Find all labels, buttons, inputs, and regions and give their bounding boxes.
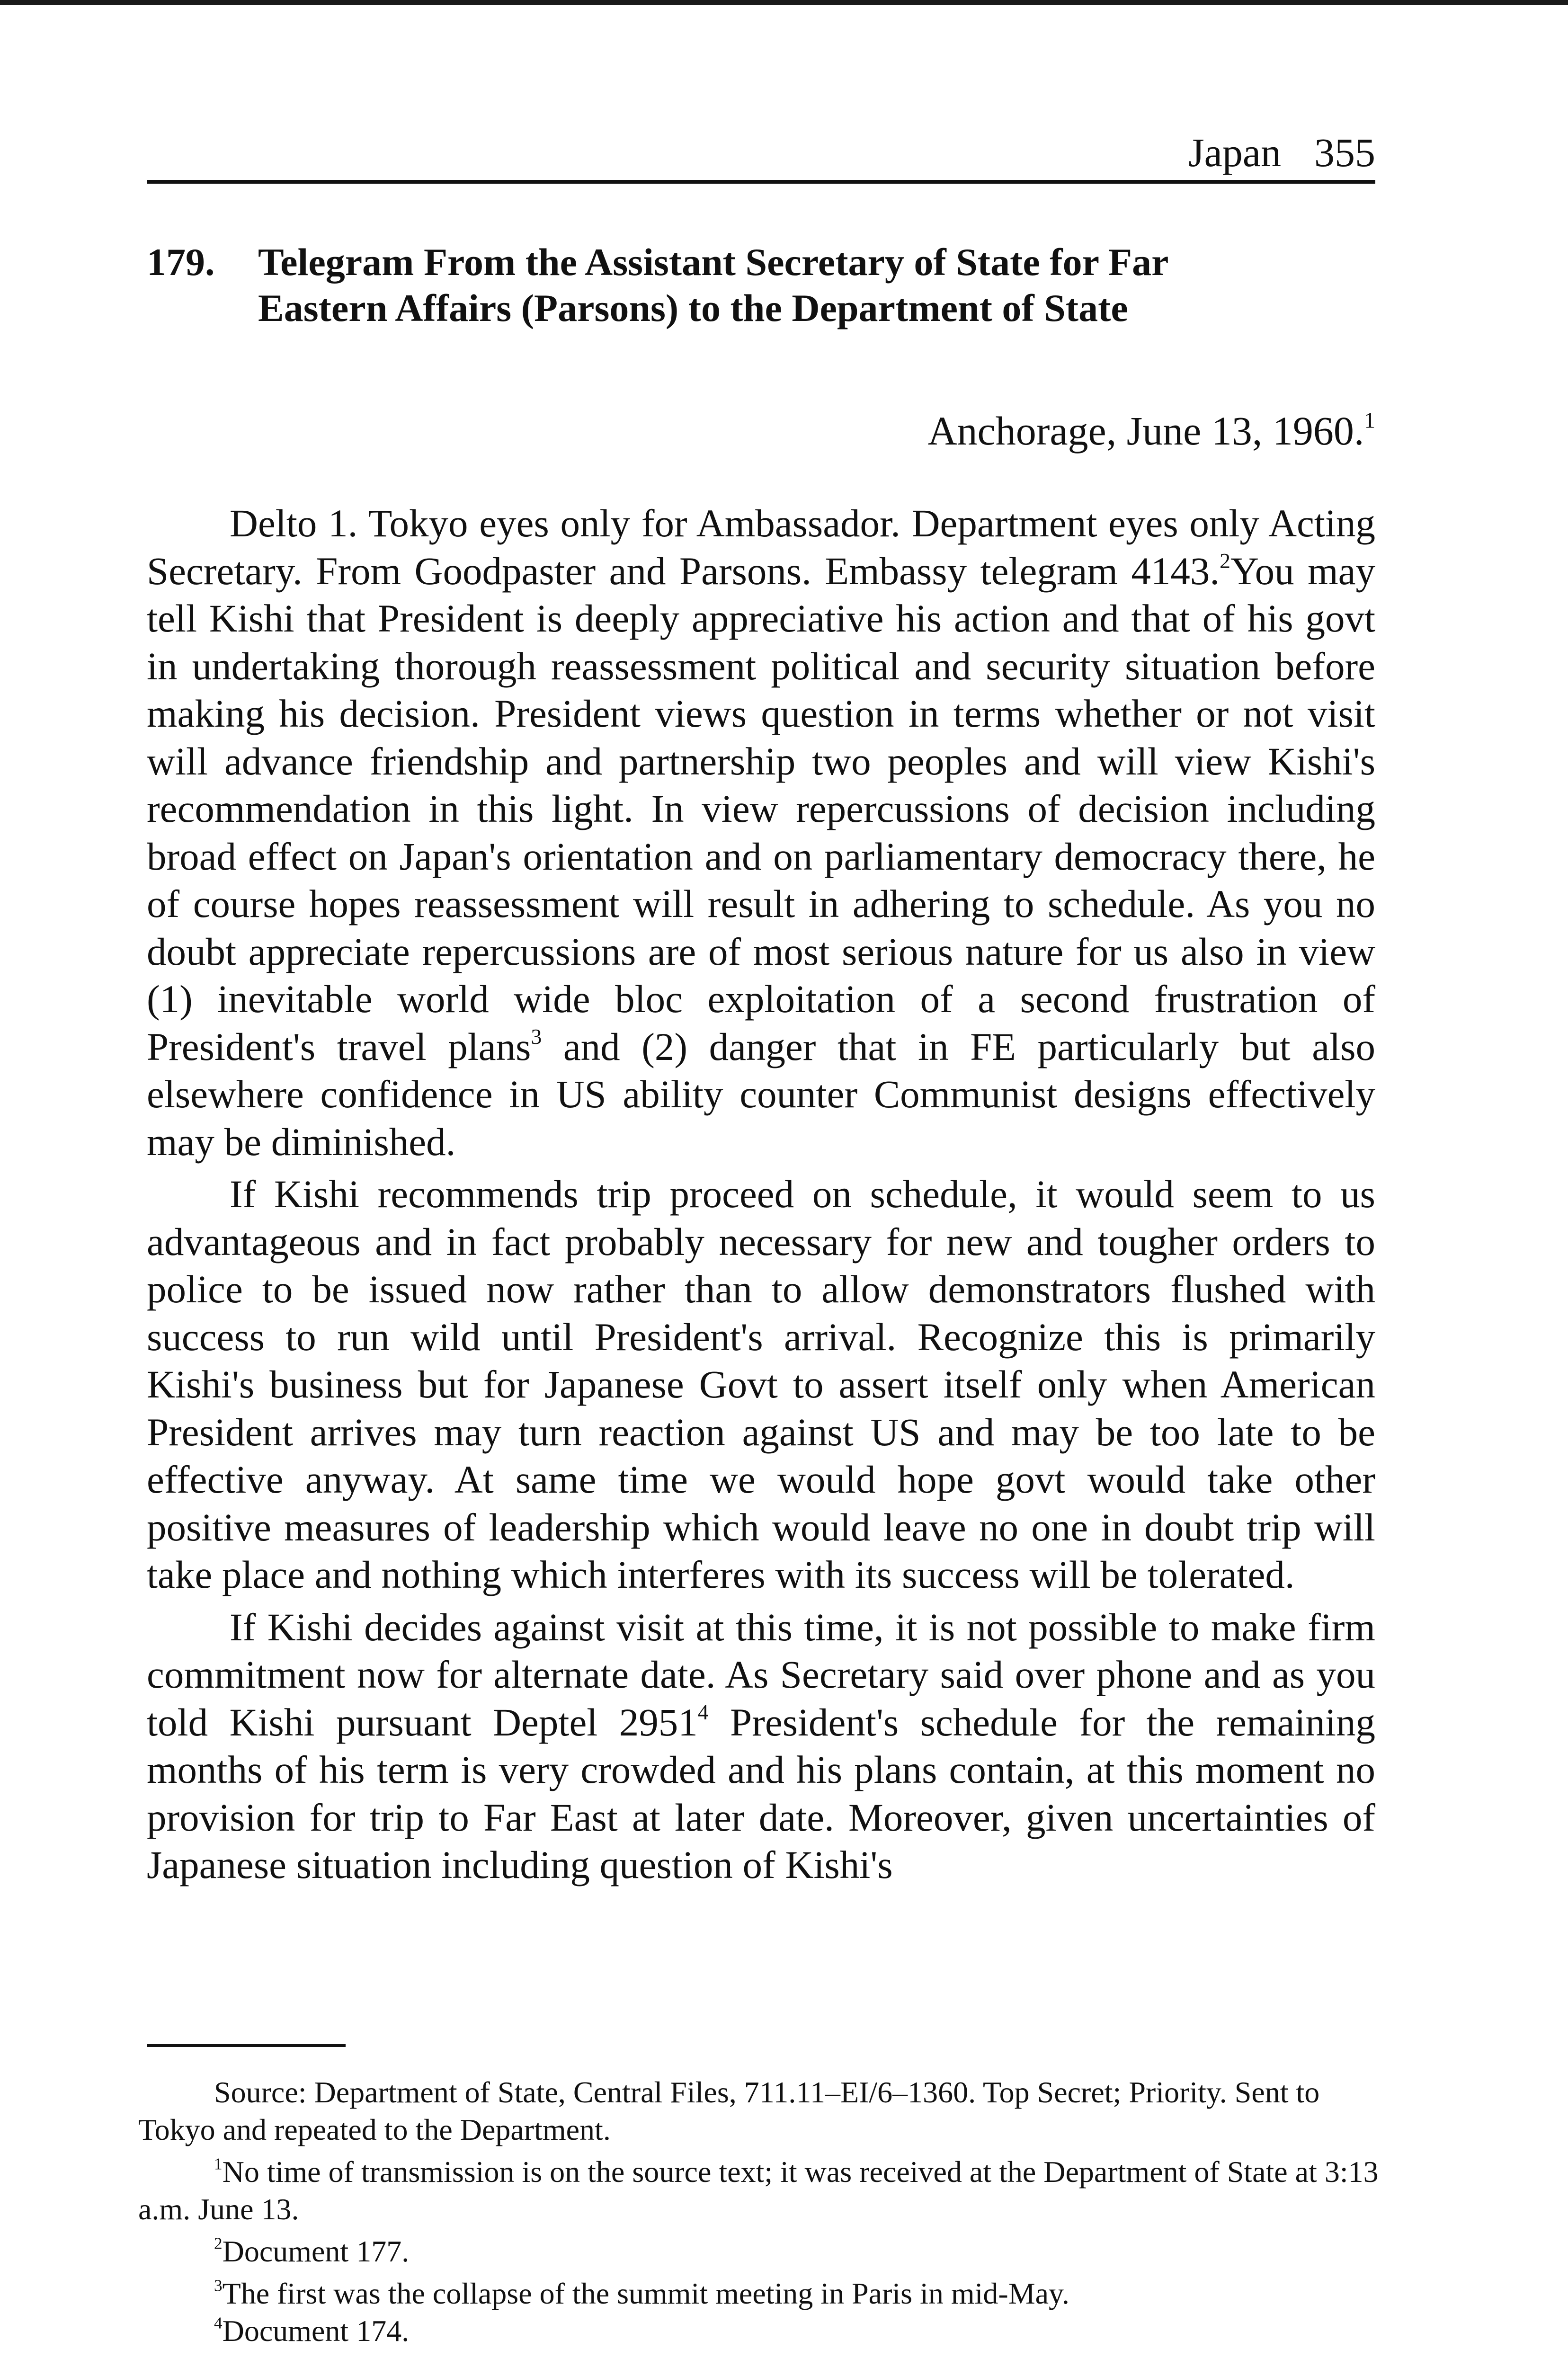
header-rule — [147, 180, 1375, 184]
page-number: 355 — [1314, 130, 1375, 175]
running-head — [147, 124, 1375, 181]
footnote-3-mark: 3 — [214, 2276, 223, 2295]
running-head-section: Japan — [1188, 130, 1281, 175]
paragraph-3-text-b: President's schedule for the remaining months of his term is very crowded and his plans contain, at this moment no provision for trip to Far East at later date. Moreover, given uncertainties of Japanese situation including question of Kishi's — [147, 1700, 1375, 1886]
telegram-body — [147, 499, 1375, 1894]
page-top-edge — [0, 0, 1568, 5]
paragraph-1-text-b: You may tell Kishi that President is deeply appreciative his action and that of his govt in undertaking thorough reassessment political and security situation before making his decision. President views question in terms whether or not visit will advance friendship and partnership two peoples and will view Kishi's recommendation in this light. In view repercussions of decision including broad effect on Japan's orientation and on parliamentary democracy there, he of course hopes reassessment will result in adhering to schedule. As you no doubt appreciate repercussions are of most serious nature for us also in view (1) inevitable world wide bloc exploitation of a second frustration of President's travel plans — [147, 549, 1375, 1068]
footnote-1 — [138, 2153, 1381, 2228]
footnote-ref-2[interactable]: 2 — [1220, 548, 1230, 573]
paragraph-3-text-a: If Kishi decides against visit at this time, it is not possible to make firm commitment now for alternate date. As Secretary said over phone and as you told Kishi pursuant Deptel 2951 — [147, 1605, 1375, 1744]
footnote-1-mark: 1 — [214, 2154, 223, 2173]
footnotes — [138, 2073, 1381, 2354]
footnote-ref-1[interactable]: 1 — [1364, 408, 1375, 433]
document-number: 179. — [147, 240, 215, 284]
footnote-ref-3[interactable]: 3 — [531, 1024, 542, 1049]
footnote-4 — [138, 2312, 1381, 2349]
footnote-4-text: Document 174. — [222, 2314, 410, 2348]
footnote-rule — [147, 2044, 346, 2047]
footnote-1-text: No time of transmission is on the source text; it was received at the Department of State at 3:13 a.m. June 13. — [138, 2155, 1379, 2226]
footnote-2 — [138, 2233, 1381, 2270]
footnote-3 — [138, 2275, 1381, 2312]
document-title — [147, 239, 1359, 331]
dateline-text: Anchorage, June 13, 1960. — [927, 408, 1364, 454]
document-title-line-1: Telegram From the Assistant Secretary of State for Far — [258, 240, 1169, 284]
source-note: Source: Department of State, Central Files, 711.11–EI/6–1360. Top Secret; Priority. Sent to Tokyo and repeated to the Department. — [138, 2075, 1320, 2146]
footnote-2-mark: 2 — [214, 2234, 223, 2253]
footnote-ref-4[interactable]: 4 — [697, 1700, 709, 1724]
paragraph-1-text-a: Delto 1. Tokyo eyes only for Ambassador. Department eyes only Acting Secretary. From Goodpaster and Parsons. Embassy telegram 4143. — [147, 501, 1375, 593]
footnote-4-mark: 4 — [214, 2314, 223, 2332]
footnote-3-text: The first was the collapse of the summit meeting in Paris in mid-May. — [222, 2277, 1069, 2310]
body-paragraph-2: If Kishi recommends trip proceed on schedule, it would seem to us advantageous and in fact probably necessary for new and tougher orders to police to be issued now rather than to allow demonstrators flushed with success to run wild until President's arrival. Recognize this is primarily Kishi's business but for Japanese Govt to assert itself only when American President arrives may turn reaction against US and may be too late to be effective anyway. At same time we would hope govt would take other positive measures of leadership which would leave no one in doubt trip will take place and nothing which interferes with its success will be tolerated. — [147, 1172, 1375, 1596]
body-paragraph-1 — [147, 499, 1375, 1166]
footnote-2-text: Document 177. — [222, 2234, 410, 2268]
body-paragraph-3 — [147, 1603, 1375, 1889]
paragraph-1-text-c: and (2) danger that in FE particularly but also elsewhere confidence in US ability counter Communist designs effectively may be diminished. — [147, 1024, 1375, 1164]
dateline — [147, 407, 1375, 454]
document-title-line-2: Eastern Affairs (Parsons) to the Department of State — [258, 286, 1128, 329]
